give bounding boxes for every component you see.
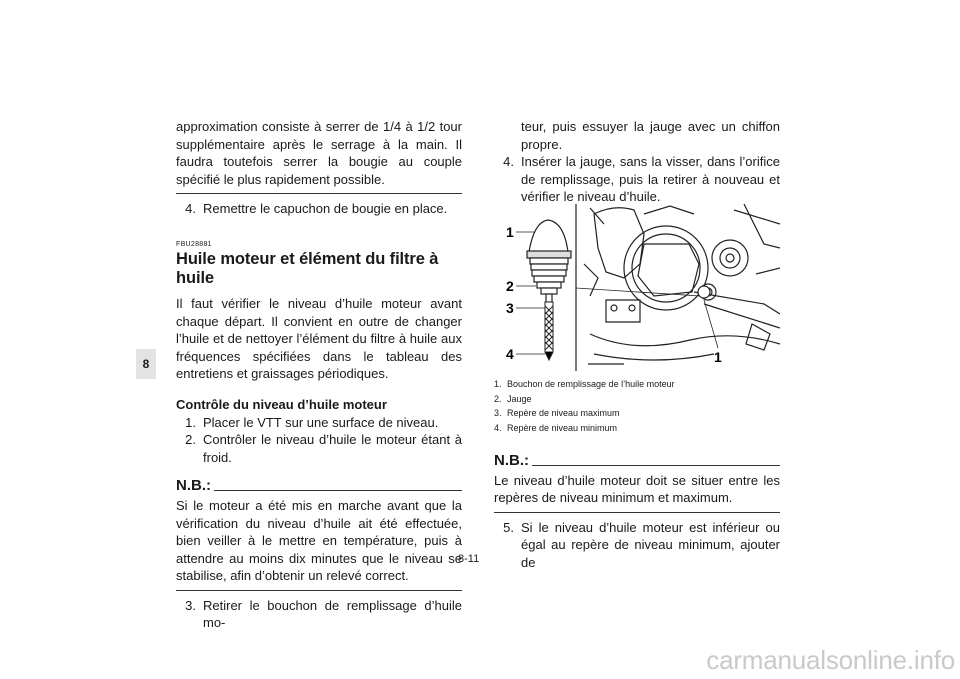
watermark: carmanualsonline.info xyxy=(706,645,955,675)
step-text: Retirer le bouchon de remplissage d’huile mo- xyxy=(203,597,462,631)
step-number: 3. xyxy=(185,597,196,613)
label-3: 3 xyxy=(506,300,514,316)
nb-text-left: Si le moteur a été mis en marche avant que la vérification du niveau d’huile ait été effectuée, bien veiller à le mettre en température, puis à attendre au moins dix minutes que le niveau se stabilise, afin d’obtenir un relevé correct. xyxy=(176,497,462,584)
nb-label: N.B.: xyxy=(494,452,529,469)
engine-illustration xyxy=(494,204,780,371)
step-2 xyxy=(176,431,462,466)
nb-header-left xyxy=(176,477,462,495)
section-paragraph: Il faut vérifier le niveau d’huile moteur avant chaque départ. Il convient en outre de changer l’huile et de nettoyer l’élément du filtre à huile aux fréquences spécifiées dans le tableau des entretiens et graissages périodiques. xyxy=(176,295,462,382)
step-number: 2. xyxy=(185,432,196,448)
label-1: 1 xyxy=(506,224,514,240)
label-2: 2 xyxy=(506,278,514,294)
nb-rule xyxy=(214,490,462,491)
legend-item: 3. Repère de niveau maximum xyxy=(494,408,620,418)
step-number: 4. xyxy=(185,201,196,217)
step-3 xyxy=(176,597,462,632)
right-column xyxy=(494,118,780,206)
step-3-continued xyxy=(494,118,780,153)
oil-dipstick-figure xyxy=(494,204,780,371)
nb-header-right xyxy=(494,452,780,470)
label-4: 4 xyxy=(506,346,514,362)
divider xyxy=(494,512,780,513)
step-text: Si le niveau d’huile moteur est inférieur ou égal au repère de niveau minimum, ajouter de xyxy=(521,519,780,570)
intro-paragraph: approximation consiste à serrer de 1/4 à 1/2 tour supplémentaire après le serrage à la main. Il faudra toutefois serrer la bougie au couple spécifié le plus rapidement possible. xyxy=(176,119,462,187)
step-1 xyxy=(176,414,462,432)
legend-item: 4. Repère de niveau minimum xyxy=(494,422,618,433)
step-text: teur, puis essuyer la jauge avec un chiffon propre. xyxy=(521,119,780,152)
section-code: FBU28881 xyxy=(176,240,212,248)
left-column xyxy=(176,118,462,632)
divider xyxy=(176,590,462,591)
nb-rule xyxy=(532,465,780,466)
step-5 xyxy=(494,519,780,572)
legend-item: 2. Jauge xyxy=(494,393,532,404)
step-text: Placer le VTT sur une surface de niveau. xyxy=(203,414,439,430)
subheading: Contrôle du niveau d’huile moteur xyxy=(176,396,387,412)
right-column-lower xyxy=(494,452,780,572)
dipstick-drawing xyxy=(545,302,553,360)
step-4-right xyxy=(494,153,780,206)
nb-label: N.B.: xyxy=(176,477,211,495)
section-heading: Huile moteur et élément du filtre à huile xyxy=(176,249,439,287)
step-text: Insérer la jauge, sans la visser, dans l’orifice de remplissage, puis la retirer à nouveau et vérifier le niveau d’huile. xyxy=(521,154,780,205)
nb-text-right: Le niveau d’huile moteur doit se situer entre les repères de niveau minimum et maximum. xyxy=(494,472,780,506)
legend-item: 1. Bouchon de remplissage de l’huile moteur xyxy=(494,379,675,389)
divider xyxy=(176,193,462,194)
page-number: 8-11 xyxy=(458,553,480,565)
step-text: Remettre le capuchon de bougie en place. xyxy=(203,201,448,217)
step-number: 1. xyxy=(185,414,196,430)
step-number: 5. xyxy=(503,519,514,535)
step-number: 4. xyxy=(503,154,514,170)
figure-legend xyxy=(494,377,780,435)
oil-cap-marker xyxy=(698,286,710,298)
chapter-tab: 8 xyxy=(136,349,156,379)
step-4-left xyxy=(176,200,462,218)
step-text: Contrôler le niveau d’huile le moteur étant à froid. xyxy=(203,432,462,465)
label-1-engine: 1 xyxy=(714,349,722,365)
